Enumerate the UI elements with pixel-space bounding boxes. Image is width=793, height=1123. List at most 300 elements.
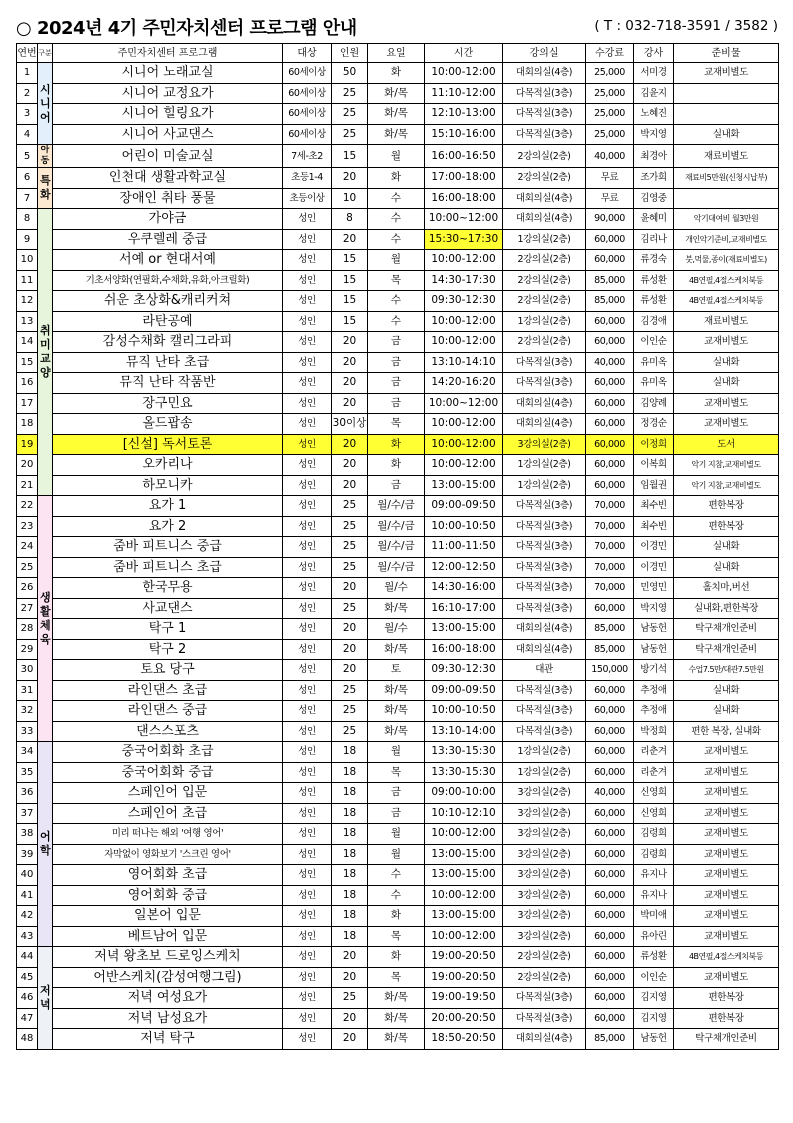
program-name: 라탄공예 bbox=[53, 311, 283, 332]
weekday: 화/목 bbox=[368, 701, 425, 722]
capacity: 25 bbox=[332, 988, 368, 1009]
supplies: 악기 지참,교재비별도 bbox=[674, 455, 779, 476]
program-name: 줌바 피트니스 초급 bbox=[53, 557, 283, 578]
supplies: 교재비별도 bbox=[674, 844, 779, 865]
table-row bbox=[17, 660, 779, 681]
program-name: 뮤직 난타 작품반 bbox=[53, 373, 283, 394]
table-row bbox=[17, 291, 779, 312]
weekday: 월/수 bbox=[368, 619, 425, 640]
program-name: 한국무용 bbox=[53, 578, 283, 599]
classroom: 1강의실(2층) bbox=[503, 455, 586, 476]
class-time: 10:00~12:00 bbox=[425, 209, 503, 230]
target-audience: 성인 bbox=[283, 496, 332, 517]
table-row bbox=[17, 783, 779, 804]
col-header-prep: 준비물 bbox=[674, 44, 779, 63]
weekday: 금 bbox=[368, 475, 425, 496]
classroom: 다목적실(3층) bbox=[503, 988, 586, 1009]
capacity: 20 bbox=[332, 352, 368, 373]
row-number: 35 bbox=[17, 762, 38, 783]
class-time: 19:00-19:50 bbox=[425, 988, 503, 1009]
instructor: 최수빈 bbox=[634, 516, 674, 537]
tuition-fee: 60,000 bbox=[586, 947, 634, 968]
supplies: 교재비별도 bbox=[674, 967, 779, 988]
table-row bbox=[17, 885, 779, 906]
col-header-people: 인원 bbox=[332, 44, 368, 63]
category-cell: 취미교양 bbox=[38, 209, 53, 496]
class-time: 10:00-12:00 bbox=[425, 311, 503, 332]
program-name: 우쿠렐레 중급 bbox=[53, 229, 283, 250]
classroom: 2강의실(2층) bbox=[503, 291, 586, 312]
row-number: 41 bbox=[17, 885, 38, 906]
class-time: 13:00-15:00 bbox=[425, 844, 503, 865]
program-name: 장애인 취타 풍물 bbox=[53, 188, 283, 209]
program-table bbox=[16, 43, 779, 1050]
instructor: 김지영 bbox=[634, 1008, 674, 1029]
weekday: 월/수 bbox=[368, 578, 425, 599]
capacity: 15 bbox=[332, 270, 368, 291]
table-row bbox=[17, 414, 779, 435]
target-audience: 성인 bbox=[283, 537, 332, 558]
table-row bbox=[17, 1029, 779, 1050]
instructor: 김영중 bbox=[634, 188, 674, 209]
target-audience: 60세이상 bbox=[283, 124, 332, 145]
supplies: 편한 복장, 실내화 bbox=[674, 721, 779, 742]
supplies: 교재비별도 bbox=[674, 393, 779, 414]
tuition-fee: 25,000 bbox=[586, 63, 634, 84]
weekday: 목 bbox=[368, 926, 425, 947]
target-audience: 성인 bbox=[283, 701, 332, 722]
row-number: 9 bbox=[17, 229, 38, 250]
table-row bbox=[17, 373, 779, 394]
class-time: 13:00-15:00 bbox=[425, 619, 503, 640]
tuition-fee: 60,000 bbox=[586, 680, 634, 701]
target-audience: 성인 bbox=[283, 332, 332, 353]
class-time: 18:50-20:50 bbox=[425, 1029, 503, 1050]
weekday: 목 bbox=[368, 270, 425, 291]
capacity: 18 bbox=[332, 906, 368, 927]
supplies: 실내화 bbox=[674, 124, 779, 145]
capacity: 20 bbox=[332, 434, 368, 455]
col-header-teacher: 강사 bbox=[634, 44, 674, 63]
instructor: 최수빈 bbox=[634, 496, 674, 517]
capacity: 20 bbox=[332, 393, 368, 414]
tuition-fee: 60,000 bbox=[586, 803, 634, 824]
target-audience: 성인 bbox=[283, 1008, 332, 1029]
classroom: 2강의실(2층) bbox=[503, 967, 586, 988]
class-time: 16:00-18:00 bbox=[425, 639, 503, 660]
program-name: 저녁 탁구 bbox=[53, 1029, 283, 1050]
weekday: 화 bbox=[368, 434, 425, 455]
weekday: 화 bbox=[368, 63, 425, 84]
instructor: 류성환 bbox=[634, 947, 674, 968]
row-number: 27 bbox=[17, 598, 38, 619]
class-time: 10:00-12:00 bbox=[425, 332, 503, 353]
class-time: 14:30-16:00 bbox=[425, 578, 503, 599]
instructor: 추정애 bbox=[634, 680, 674, 701]
instructor: 이복희 bbox=[634, 455, 674, 476]
capacity: 25 bbox=[332, 124, 368, 145]
classroom: 3강의실(2층) bbox=[503, 926, 586, 947]
class-time: 10:10-12:10 bbox=[425, 803, 503, 824]
capacity: 30이상 bbox=[332, 414, 368, 435]
target-audience: 성인 bbox=[283, 967, 332, 988]
supplies: 악기대여비 월3만원 bbox=[674, 209, 779, 230]
instructor: 임월권 bbox=[634, 475, 674, 496]
target-audience: 성인 bbox=[283, 393, 332, 414]
supplies bbox=[674, 83, 779, 104]
weekday: 월 bbox=[368, 145, 425, 168]
tuition-fee: 70,000 bbox=[586, 537, 634, 558]
capacity: 25 bbox=[332, 496, 368, 517]
weekday: 화/목 bbox=[368, 721, 425, 742]
classroom: 다목적실(3층) bbox=[503, 516, 586, 537]
tuition-fee: 60,000 bbox=[586, 373, 634, 394]
classroom: 3강의실(2층) bbox=[503, 906, 586, 927]
target-audience: 성인 bbox=[283, 824, 332, 845]
supplies: 편한복장 bbox=[674, 496, 779, 517]
page-header bbox=[16, 14, 778, 42]
target-audience: 성인 bbox=[283, 250, 332, 271]
class-time: 13:10-14:00 bbox=[425, 721, 503, 742]
table-row bbox=[17, 104, 779, 125]
program-name: 어반스케치(감성여행그림) bbox=[53, 967, 283, 988]
instructor: 유미옥 bbox=[634, 373, 674, 394]
target-audience: 성인 bbox=[283, 742, 332, 763]
class-time: 10:00~12:00 bbox=[425, 393, 503, 414]
capacity: 20 bbox=[332, 947, 368, 968]
supplies: 실내화 bbox=[674, 557, 779, 578]
tuition-fee: 25,000 bbox=[586, 83, 634, 104]
tuition-fee: 60,000 bbox=[586, 434, 634, 455]
class-time: 11:00-11:50 bbox=[425, 537, 503, 558]
tuition-fee: 150,000 bbox=[586, 660, 634, 681]
target-audience: 성인 bbox=[283, 311, 332, 332]
capacity: 15 bbox=[332, 311, 368, 332]
col-header-no: 연번 bbox=[17, 44, 38, 63]
weekday: 금 bbox=[368, 393, 425, 414]
supplies: 4B연필,4절스케치북등 bbox=[674, 291, 779, 312]
row-number: 40 bbox=[17, 865, 38, 886]
classroom: 다목적실(3층) bbox=[503, 496, 586, 517]
table-row bbox=[17, 145, 779, 168]
program-name: 탁구 2 bbox=[53, 639, 283, 660]
capacity: 25 bbox=[332, 537, 368, 558]
program-name: 저녁 왕초보 드로잉스케치 bbox=[53, 947, 283, 968]
program-name: 시니어 노래교실 bbox=[53, 63, 283, 84]
table-row bbox=[17, 680, 779, 701]
target-audience: 성인 bbox=[283, 906, 332, 927]
tuition-fee: 60,000 bbox=[586, 844, 634, 865]
row-number: 33 bbox=[17, 721, 38, 742]
class-time: 19:00-20:50 bbox=[425, 967, 503, 988]
class-time: 13:00-15:00 bbox=[425, 906, 503, 927]
capacity: 50 bbox=[332, 63, 368, 84]
classroom: 1강의실(2층) bbox=[503, 311, 586, 332]
instructor: 노혜진 bbox=[634, 104, 674, 125]
classroom: 3강의실(2층) bbox=[503, 803, 586, 824]
instructor: 유지나 bbox=[634, 865, 674, 886]
capacity: 25 bbox=[332, 721, 368, 742]
tuition-fee: 60,000 bbox=[586, 967, 634, 988]
tuition-fee: 무료 bbox=[586, 188, 634, 209]
capacity: 18 bbox=[332, 865, 368, 886]
capacity: 10 bbox=[332, 188, 368, 209]
weekday: 월 bbox=[368, 844, 425, 865]
row-number: 12 bbox=[17, 291, 38, 312]
instructor: 유미옥 bbox=[634, 352, 674, 373]
supplies: 4B연필,4절스케치북등 bbox=[674, 270, 779, 291]
row-number: 48 bbox=[17, 1029, 38, 1050]
table-row bbox=[17, 250, 779, 271]
table-row bbox=[17, 619, 779, 640]
classroom: 다목적실(3층) bbox=[503, 680, 586, 701]
row-number: 6 bbox=[17, 168, 38, 189]
weekday: 수 bbox=[368, 885, 425, 906]
category-cell: 특화 bbox=[38, 168, 53, 209]
table-row bbox=[17, 578, 779, 599]
classroom: 대회의실(4층) bbox=[503, 63, 586, 84]
tuition-fee: 60,000 bbox=[586, 1008, 634, 1029]
capacity: 15 bbox=[332, 291, 368, 312]
row-number: 20 bbox=[17, 455, 38, 476]
class-time: 09:30-12:30 bbox=[425, 291, 503, 312]
class-time: 20:00-20:50 bbox=[425, 1008, 503, 1029]
tuition-fee: 60,000 bbox=[586, 250, 634, 271]
program-name: 뮤직 난타 초급 bbox=[53, 352, 283, 373]
instructor: 리춘겨 bbox=[634, 762, 674, 783]
table-row bbox=[17, 926, 779, 947]
row-number: 7 bbox=[17, 188, 38, 209]
tuition-fee: 60,000 bbox=[586, 455, 634, 476]
class-time: 10:00-12:00 bbox=[425, 250, 503, 271]
table-row bbox=[17, 516, 779, 537]
table-row bbox=[17, 475, 779, 496]
row-number: 44 bbox=[17, 947, 38, 968]
supplies: 편한복장 bbox=[674, 1008, 779, 1029]
supplies: 실내화 bbox=[674, 680, 779, 701]
program-name: 자막없이 영화보기 '스크린 영어' bbox=[53, 844, 283, 865]
classroom: 3강의실(2층) bbox=[503, 783, 586, 804]
instructor: 류성환 bbox=[634, 270, 674, 291]
program-name: 줌바 피트니스 중급 bbox=[53, 537, 283, 558]
target-audience: 성인 bbox=[283, 516, 332, 537]
classroom: 다목적실(3층) bbox=[503, 83, 586, 104]
class-time: 15:30~17:30 bbox=[425, 229, 503, 250]
class-time: 10:00-10:50 bbox=[425, 701, 503, 722]
tuition-fee: 85,000 bbox=[586, 639, 634, 660]
weekday: 화/목 bbox=[368, 639, 425, 660]
row-number: 34 bbox=[17, 742, 38, 763]
instructor: 리춘겨 bbox=[634, 742, 674, 763]
supplies: 교재비별도 bbox=[674, 742, 779, 763]
weekday: 수 bbox=[368, 188, 425, 209]
table-row bbox=[17, 742, 779, 763]
col-header-time: 시간 bbox=[425, 44, 503, 63]
classroom: 다목적실(3층) bbox=[503, 124, 586, 145]
weekday: 월/수/금 bbox=[368, 516, 425, 537]
program-name: 라인댄스 초급 bbox=[53, 680, 283, 701]
tuition-fee: 60,000 bbox=[586, 988, 634, 1009]
tuition-fee: 70,000 bbox=[586, 557, 634, 578]
program-name: 중국어회화 초급 bbox=[53, 742, 283, 763]
row-number: 47 bbox=[17, 1008, 38, 1029]
weekday: 금 bbox=[368, 373, 425, 394]
classroom: 다목적실(3층) bbox=[503, 557, 586, 578]
capacity: 20 bbox=[332, 578, 368, 599]
instructor: 박지영 bbox=[634, 124, 674, 145]
class-time: 11:10-12:00 bbox=[425, 83, 503, 104]
target-audience: 성인 bbox=[283, 619, 332, 640]
supplies: 실내화 bbox=[674, 537, 779, 558]
capacity: 18 bbox=[332, 762, 368, 783]
class-time: 10:00-12:00 bbox=[425, 824, 503, 845]
category-cell: 생활체육 bbox=[38, 496, 53, 742]
program-name: 일본어 입문 bbox=[53, 906, 283, 927]
class-time: 10:00-12:00 bbox=[425, 926, 503, 947]
program-name: 시니어 힐링요가 bbox=[53, 104, 283, 125]
supplies: 재료비별도 bbox=[674, 311, 779, 332]
row-number: 11 bbox=[17, 270, 38, 291]
weekday: 화 bbox=[368, 947, 425, 968]
table-row bbox=[17, 168, 779, 189]
table-row bbox=[17, 311, 779, 332]
capacity: 20 bbox=[332, 1029, 368, 1050]
table-row bbox=[17, 762, 779, 783]
row-number: 22 bbox=[17, 496, 38, 517]
program-name: 댄스스포츠 bbox=[53, 721, 283, 742]
row-number: 13 bbox=[17, 311, 38, 332]
program-name: 스페인어 입문 bbox=[53, 783, 283, 804]
class-time: 16:10-17:00 bbox=[425, 598, 503, 619]
instructor: 박미애 bbox=[634, 906, 674, 927]
tuition-fee: 40,000 bbox=[586, 145, 634, 168]
supplies: 도서 bbox=[674, 434, 779, 455]
class-time: 14:20-16:20 bbox=[425, 373, 503, 394]
capacity: 20 bbox=[332, 455, 368, 476]
instructor: 신영희 bbox=[634, 803, 674, 824]
target-audience: 성인 bbox=[283, 229, 332, 250]
instructor: 유아린 bbox=[634, 926, 674, 947]
row-number: 30 bbox=[17, 660, 38, 681]
tuition-fee: 85,000 bbox=[586, 291, 634, 312]
program-name: 미리 떠나는 해외 '여행 영어' bbox=[53, 824, 283, 845]
classroom: 1강의실(2층) bbox=[503, 762, 586, 783]
table-row bbox=[17, 270, 779, 291]
capacity: 25 bbox=[332, 83, 368, 104]
instructor: 박정희 bbox=[634, 721, 674, 742]
tuition-fee: 60,000 bbox=[586, 742, 634, 763]
classroom: 다목적실(3층) bbox=[503, 701, 586, 722]
target-audience: 성인 bbox=[283, 947, 332, 968]
table-row bbox=[17, 947, 779, 968]
row-number: 25 bbox=[17, 557, 38, 578]
classroom: 1강의실(2층) bbox=[503, 229, 586, 250]
weekday: 화 bbox=[368, 906, 425, 927]
classroom: 2강의실(2층) bbox=[503, 145, 586, 168]
weekday: 금 bbox=[368, 803, 425, 824]
weekday: 월 bbox=[368, 742, 425, 763]
row-number: 28 bbox=[17, 619, 38, 640]
supplies: 교재비별도 bbox=[674, 762, 779, 783]
tuition-fee: 60,000 bbox=[586, 824, 634, 845]
class-time: 16:00-16:50 bbox=[425, 145, 503, 168]
target-audience: 7세-초2 bbox=[283, 145, 332, 168]
row-number: 43 bbox=[17, 926, 38, 947]
supplies: 홀치마,버선 bbox=[674, 578, 779, 599]
program-name: 기초서양화(연필화,수채화,유화,아크릴화) bbox=[53, 270, 283, 291]
tuition-fee: 무료 bbox=[586, 168, 634, 189]
supplies: 실내화 bbox=[674, 352, 779, 373]
instructor: 박지영 bbox=[634, 598, 674, 619]
capacity: 20 bbox=[332, 639, 368, 660]
capacity: 18 bbox=[332, 803, 368, 824]
tuition-fee: 85,000 bbox=[586, 270, 634, 291]
supplies: 탁구채개인준비 bbox=[674, 1029, 779, 1050]
category-cell: 아동 bbox=[38, 145, 53, 168]
target-audience: 초등1-4 bbox=[283, 168, 332, 189]
capacity: 20 bbox=[332, 660, 368, 681]
table-row bbox=[17, 906, 779, 927]
classroom: 다목적실(3층) bbox=[503, 1008, 586, 1029]
weekday: 금 bbox=[368, 783, 425, 804]
tuition-fee: 40,000 bbox=[586, 352, 634, 373]
tuition-fee: 60,000 bbox=[586, 414, 634, 435]
target-audience: 성인 bbox=[283, 373, 332, 394]
capacity: 18 bbox=[332, 824, 368, 845]
tuition-fee: 25,000 bbox=[586, 124, 634, 145]
class-time: 10:00-12:00 bbox=[425, 455, 503, 476]
weekday: 토 bbox=[368, 660, 425, 681]
classroom: 2강의실(2층) bbox=[503, 332, 586, 353]
table-row bbox=[17, 393, 779, 414]
target-audience: 성인 bbox=[283, 455, 332, 476]
tuition-fee: 70,000 bbox=[586, 496, 634, 517]
capacity: 18 bbox=[332, 783, 368, 804]
target-audience: 성인 bbox=[283, 414, 332, 435]
instructor: 조가희 bbox=[634, 168, 674, 189]
table-row bbox=[17, 865, 779, 886]
class-time: 12:10-13:00 bbox=[425, 104, 503, 125]
weekday: 화/목 bbox=[368, 83, 425, 104]
tuition-fee: 60,000 bbox=[586, 311, 634, 332]
row-number: 39 bbox=[17, 844, 38, 865]
supplies bbox=[674, 104, 779, 125]
capacity: 20 bbox=[332, 475, 368, 496]
tuition-fee: 60,000 bbox=[586, 906, 634, 927]
row-number: 23 bbox=[17, 516, 38, 537]
program-name: 사교댄스 bbox=[53, 598, 283, 619]
col-header-day: 요일 bbox=[368, 44, 425, 63]
class-time: 10:00-12:00 bbox=[425, 414, 503, 435]
table-row bbox=[17, 124, 779, 145]
instructor: 이인순 bbox=[634, 332, 674, 353]
row-number: 3 bbox=[17, 104, 38, 125]
tuition-fee: 40,000 bbox=[586, 783, 634, 804]
target-audience: 60세이상 bbox=[283, 104, 332, 125]
instructor: 남동헌 bbox=[634, 619, 674, 640]
table-row bbox=[17, 332, 779, 353]
classroom: 2강의실(2층) bbox=[503, 250, 586, 271]
tuition-fee: 85,000 bbox=[586, 619, 634, 640]
row-number: 4 bbox=[17, 124, 38, 145]
table-row bbox=[17, 824, 779, 845]
weekday: 화/목 bbox=[368, 1008, 425, 1029]
capacity: 20 bbox=[332, 619, 368, 640]
weekday: 월 bbox=[368, 250, 425, 271]
target-audience: 성인 bbox=[283, 762, 332, 783]
instructor: 김지영 bbox=[634, 988, 674, 1009]
program-name: 탁구 1 bbox=[53, 619, 283, 640]
